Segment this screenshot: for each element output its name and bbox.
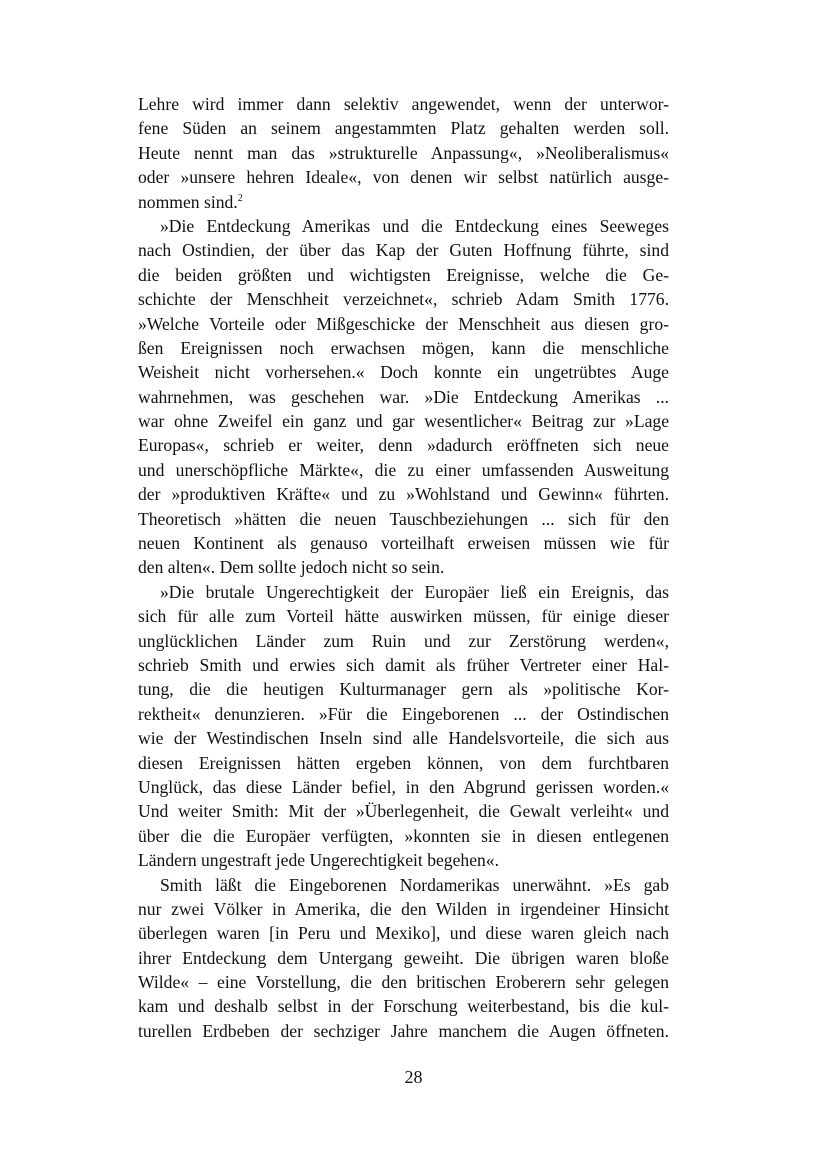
text-line: Theoretisch »hätten die neuen Tauschbeziehungen ... sich für den bbox=[138, 508, 669, 529]
text-line: rektheit« denunzieren. »Für die Eingeborenen ... der Ostindischen bbox=[138, 703, 669, 724]
paragraph bbox=[138, 873, 669, 1044]
text-line: oder »unsere hehren Ideale«, von denen wir selbst natürlich ausge- bbox=[138, 167, 669, 188]
text-line: tung, die die heutigen Kulturmanager gern als »politische Kor- bbox=[138, 679, 669, 700]
text-line: wie der Westindischen Inseln sind alle Handelsvorteile, die sich aus bbox=[138, 728, 669, 749]
text-line: überlegen waren [in Peru und Mexiko], und diese waren gleich nach bbox=[138, 923, 669, 944]
text-line: ihrer Entdeckung dem Untergang geweiht. Die übrigen waren bloße bbox=[138, 947, 669, 968]
text-line: diesen Ereignissen hätten ergeben können, von dem furchtbaren bbox=[138, 752, 669, 773]
footnote-marker[interactable]: 2 bbox=[237, 192, 243, 204]
paragraph bbox=[138, 92, 669, 214]
text-line: der »produktiven Kräfte« und zu »Wohlstand und Gewinn« führten. bbox=[138, 484, 669, 505]
text-line: Weisheit nicht vorhersehen.« Doch konnte ein ungetrübtes Auge bbox=[138, 362, 669, 383]
text-line: und unerschöpfliche Märkte«, die zu einer umfassenden Ausweitung bbox=[138, 459, 669, 480]
text-line: schichte der Menschheit verzeichnet«, schrieb Adam Smith 1776. bbox=[138, 289, 669, 310]
text-line: Lehre wird immer dann selektiv angewendet, wenn der unterwor- bbox=[138, 94, 669, 114]
paragraph bbox=[138, 214, 669, 580]
text-line: neuen Kontinent als genauso vorteilhaft erweisen müssen wie für bbox=[138, 533, 669, 554]
text-line: die beiden größten und wichtigsten Ereignisse, welche die Ge- bbox=[138, 264, 669, 285]
body-text bbox=[138, 92, 669, 1043]
text-line: Heute nennt man das »strukturelle Anpassung«, »Neoliberalismus« bbox=[138, 142, 669, 163]
text-line: Smith läßt die Eingeborenen Nordamerikas unerwähnt. »Es gab bbox=[160, 874, 669, 895]
text-line: fene Süden an seinem angestammten Platz gehalten werden soll. bbox=[138, 118, 669, 139]
text-line: Ländern ungestraft jede Ungerechtigkeit begehen«. bbox=[138, 850, 500, 871]
text-line: sich für alle zum Vorteil hätte auswirken müssen, für einige dieser bbox=[138, 606, 669, 627]
text-line: Unglück, das diese Länder befiel, in den Abgrund gerissen worden.« bbox=[138, 776, 669, 797]
text-line: Europas«, schrieb er weiter, denn »dadurch eröffneten sich neue bbox=[138, 435, 669, 456]
text-line: über die die Europäer verfügten, »konnten sie in diesen entlegenen bbox=[138, 825, 669, 846]
text-line: nach Ostindien, der über das Kap der Guten Hoffnung führte, sind bbox=[138, 240, 669, 261]
paragraph bbox=[138, 580, 669, 873]
text-line: »Welche Vorteile oder Mißgeschicke der Menschheit aus diesen gro- bbox=[138, 313, 669, 334]
text-line: wahrnehmen, was geschehen war. »Die Entdeckung Amerikas ... bbox=[138, 386, 669, 407]
text-line: unglücklichen Länder zum Ruin und zur Zerstörung werden«, bbox=[138, 630, 669, 651]
text-line: turellen Erdbeben der sechziger Jahre manchem die Augen öffneten. bbox=[138, 1020, 669, 1041]
text-line: war ohne Zweifel ein ganz und gar wesentlicher« Beitrag zur »Lage bbox=[138, 411, 669, 432]
text-line: »Die brutale Ungerechtigkeit der Europäer ließ ein Ereignis, das bbox=[160, 581, 669, 602]
text-line: Und weiter Smith: Mit der »Überlegenheit, die Gewalt verleiht« und bbox=[138, 801, 669, 822]
text-line: schrieb Smith und erwies sich damit als früher Vertreter einer Hal- bbox=[138, 654, 669, 675]
page-number: 28 bbox=[404, 1067, 423, 1087]
text-line: den alten«. Dem sollte jedoch nicht so sein. bbox=[138, 557, 445, 578]
text-line: »Die Entdeckung Amerikas und die Entdeckung eines Seeweges bbox=[160, 215, 669, 236]
text-line: nommen sind.$^2$ bbox=[138, 191, 243, 212]
text-line: Wilde« – eine Vorstellung, die den britischen Eroberern sehr gelegen bbox=[138, 972, 669, 993]
text-line: nur zwei Völker in Amerika, die den Wilden in irgendeiner Hinsicht bbox=[138, 898, 669, 919]
text-line: kam und deshalb selbst in der Forschung weiterbestand, bis die kul- bbox=[138, 996, 669, 1017]
text-line: ßen Ereignissen noch erwachsen mögen, kann die menschliche bbox=[138, 337, 669, 358]
